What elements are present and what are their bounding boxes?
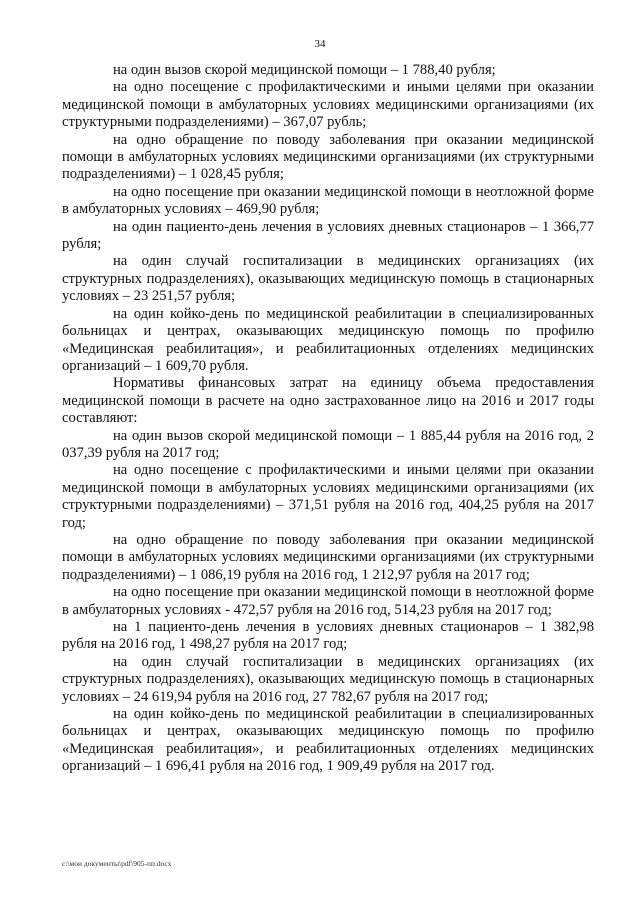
paragraph-disease-visit-rate-2016-2017: на одно обращение по поводу заболевания при оказании медицинской помощи в амбулаторных условиях медицинскими организациями (их структурными подразделениями) – 1 086,19 рубля на 2016 год, 1 212,97 рубля на 2017 год; — [62, 531, 594, 583]
paragraph-ambulance-rate: на один вызов скорой медицинской помощи – 1 788,40 рубля; — [113, 62, 496, 78]
paragraph-hospitalization-rate: на один случай госпитализации в медицинских организациях (их структурных подразделениях), оказывающих медицинскую помощь в стационарных условиях – 23 251,57 рубля; — [62, 253, 594, 305]
paragraph-day-hospital-rate: на один пациенто-день лечения в условиях дневных стационаров – 1 366,77 рубля; — [62, 218, 594, 253]
paragraph-hospitalization-rate-2016-2017: на один случай госпитализации в медицинских организациях (их структурных подразделениях), оказывающих медицинскую помощь в стационарных условиях – 24 619,94 рубля на 2016 год, 27 782,67 рубля на 2017 год; — [62, 653, 594, 705]
paragraph-rehabilitation-rate: на один койко-день по медицинской реабилитации в специализированных больницах и центрах, оказывающих медицинскую помощь по профилю «Медицинская реабилитация», и реабилитационных отделениях медицинских организаций – 1 609,70 рубля. — [62, 305, 594, 374]
paragraph-preventive-visit-rate-2016-2017: на одно посещение с профилактическими и иными целями при оказании медицинской помощи в амбулаторных условиях медицинскими организациями (их структурными подразделениями) – 371,51 рубля на 2016 год, 404,25 рубля на 2017 год; — [62, 462, 594, 531]
paragraph-day-hospital-rate-2016-2017: на 1 пациенто-день лечения в условиях дневных стационаров – 1 382,98 рубля на 2016 год, 1 498,27 рубля на 2017 год; — [62, 619, 594, 653]
paragraph-urgent-visit-rate: на одно посещение при оказании медицинской помощи в неотложной форме в амбулаторных условиях – 469,90 рубля; — [62, 183, 594, 218]
footer-file-path: c:\мои документы\pdf\905-пп.docx — [62, 859, 172, 868]
page-number: 34 — [314, 38, 326, 50]
paragraph-urgent-visit-rate-2016-2017: на одно посещение при оказании медицинской помощи в неотложной форме в амбулаторных условиях - 472,57 рубля на 2016 год, 514,23 рубля на 2017 год; — [62, 584, 594, 618]
paragraph-ambulance-rate-2016-2017: на один вызов скорой медицинской помощи – 1 885,44 рубля на 2016 год, 2 037,39 рубля на 2017 год; — [62, 427, 594, 461]
paragraph-rehabilitation-rate-2016-2017: на один койко-день по медицинской реабилитации в специализированных больницах и центрах, оказывающих медицинскую помощь по профилю «Медицинская реабилитация», и реабилитационных отделениях медицинских организаций – 1 696,41 рубля на 2016 год, 1 909,49 рубля на 2017 год. — [62, 706, 594, 775]
paragraph-preventive-visit-rate: на одно посещение с профилактическими и иными целями при оказании медицинской помощи в амбулаторных условиях медицинскими организациями (их структурными подразделениями) – 367,07 рубль; — [62, 79, 594, 131]
document-body — [62, 62, 594, 776]
paragraph-disease-visit-rate: на одно обращение по поводу заболевания при оказании медицинской помощи в амбулаторных условиях медицинскими организациями (их структурными подразделениями) – 1 028,45 рубля; — [62, 131, 594, 183]
paragraph-standards-intro: Нормативы финансовых затрат на единицу объема предоставления медицинской помощи в расчете на одно застрахованное лицо на 2016 и 2017 годы составляют: — [62, 375, 594, 427]
